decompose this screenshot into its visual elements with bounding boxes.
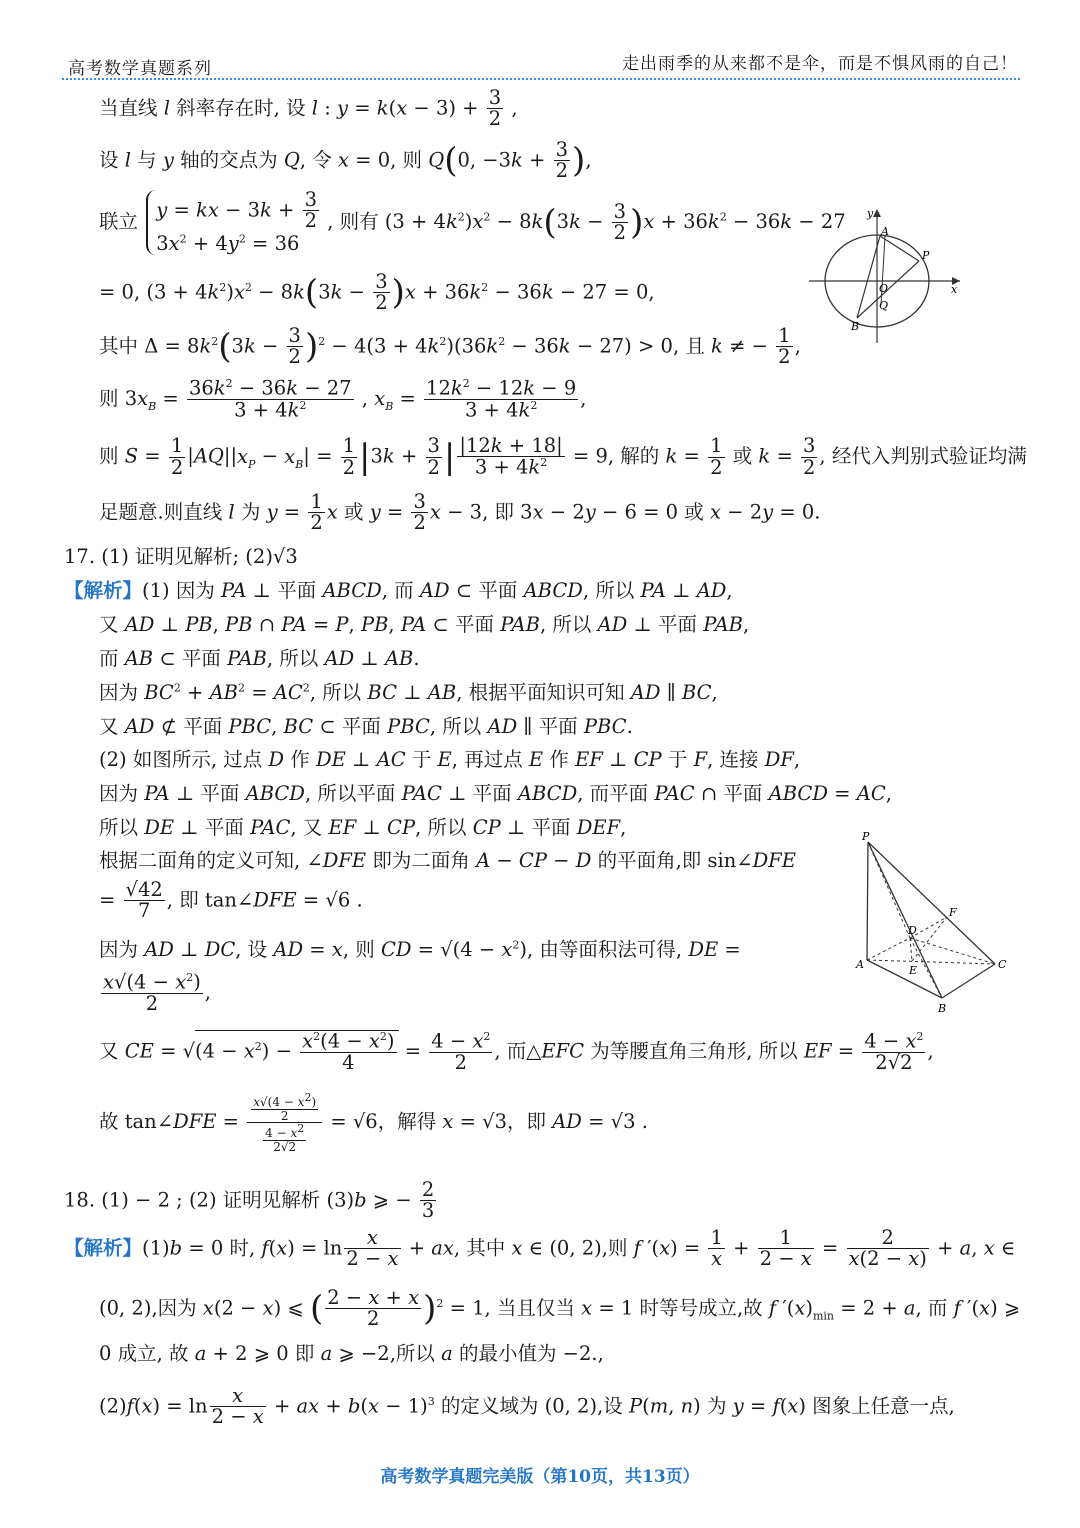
solution-line: = $\frac{√42}{7}$ , 即 tan∠DFE = √6 . xyxy=(99,878,363,923)
edge-pb xyxy=(868,842,942,998)
solution-line: (2)f(x) = ln $\frac{x}{2 - x}$ + ax + $b(x - 1)^3$ 的定义域为 (0, 2),设 P(m, n) 为 y = f(x) 图象上任意一点, xyxy=(99,1384,955,1429)
diagonal-ac xyxy=(867,960,995,964)
solution-line: $\frac{x√(4 - x^2)}{2}$ , xyxy=(103,970,211,1015)
fig1-label: x xyxy=(951,283,958,296)
solution-line: 则 $3x_B$ = $\frac{36k^2 - 36k - 27}{3 + 4k^2}$ , $x_B$ = $\frac{12k^2 - 12k - 9}{3 + 4k^2}$ , xyxy=(99,376,587,422)
equation-system: y = kx − 3k + $\frac{3}{2}$ $3x^2 + 4y^2 = 36$ xyxy=(146,190,321,255)
solution-line: 其中 $\Delta = 8k^2(3k$ − $\frac{3}{2}$ )$^2 - 4(3 + 4k^2)(36k^2 - 36k - 27) > 0$, 且 k ≠ − $\frac{1}{2}$ , xyxy=(99,324,801,369)
analysis-tag: 【解析】 xyxy=(64,579,143,602)
edge-pc xyxy=(868,842,995,964)
edge-bc xyxy=(942,964,995,998)
ellipse-figure xyxy=(805,205,965,345)
fig2-label: A xyxy=(856,958,864,971)
solution-line: 又 AD ⊥ PB, PB ∩ PA = P, PB, PA ⊂ 平面 PAB, 所以 AD ⊥ 平面 PAB, xyxy=(99,613,750,636)
header-divider xyxy=(62,78,1020,80)
solution-line: 故 tan∠DFE = $\frac{\frac{x√(4 - x^2)}{2}}{\frac{4 - x^2}{2√2}}$ = √6，解得 x = √3，即 AD = √3 . xyxy=(99,1091,648,1154)
fig2-label: F xyxy=(949,906,957,919)
solution-line: 又 AD ⊄ 平面 PBC, BC ⊂ 平面 PBC, 所以 AD ∥ 平面 PBC. xyxy=(99,715,633,738)
solution-line: 联立 y = kx − 3k + $\frac{3}{2}$ $3x^2 + 4y^2 = 36$ , 则有 $(3 + 4k^2)x^2 - 8k(3k$ − $\frac{3}{2}$ )$x + 36k^2 - 36k - 27$ xyxy=(99,188,846,255)
fig2-label: B xyxy=(938,1002,947,1015)
solution-line: (2) 如图所示, 过点 D 作 DE ⊥ AC 于 E, 再过点 E 作 EF ⊥ CP 于 F, 连接 DF, xyxy=(99,748,801,771)
solution-line: 当直线 l 斜率存在时, 设 l : y = k(x − 3) + $\frac{3}{2}$ , xyxy=(99,86,518,131)
fig1-label: A xyxy=(881,225,889,238)
solution-line: 又 CE = $√(4 - x^2)$ − $\frac{x^2(4 - x^2)}{4}$ = $\frac{4 - x^2}{2}$ , 而△EFC 为等腰直角三角形, 所以 EF = $\frac{4 - x^2}{2√2}$ , xyxy=(99,1029,934,1074)
answer-18: 18. (1) − 2 ; (2) 证明见解析 (3)b ⩾ − $\frac{2}{3}$ xyxy=(64,1178,435,1223)
solution-line: = 0, $(3 + 4k^2)x^2 - 8k(3k$ − $\frac{3}{2}$ )$x + 36k^2 - 36k - 27 = 0$, xyxy=(99,270,655,315)
solution-line: 则 S = $\frac{1}{2}$ $|AQ||x_P - x_B|$ = $\frac{1}{2}$ |3k + $\frac{3}{2}$ | $\frac{|12k + 18|}{3 + 4k^2}$ = 9, 解的 k = $\frac{1}{2}$ 或 k = $\frac{3}{2}$ , 经代入判别式验证均满 xyxy=(99,434,1027,479)
fig1-label: y xyxy=(867,207,874,220)
solution-line: 【解析】(1) 因为 PA ⊥ 平面 ABCD, 而 AD ⊂ 平面 ABCD, 所以 PA ⊥ AD, xyxy=(64,579,733,602)
solution-line: 因为 PA ⊥ 平面 ABCD, 所以平面 PAC ⊥ 平面 ABCD, 而平面 PAC ∩ 平面 ABCD = AC, xyxy=(99,782,892,805)
fig2-label: D xyxy=(908,924,917,937)
analysis-tag: 【解析】 xyxy=(64,1236,143,1260)
segment-ef xyxy=(912,917,947,961)
fig2-label: P xyxy=(862,830,870,843)
solution-line: 0 成立, 故 a + 2 ⩾ 0 即 a ⩾ −2,所以 a 的最小值为 −2., xyxy=(99,1342,604,1365)
fig1-label: B xyxy=(851,320,860,333)
y-axis-arrow xyxy=(873,209,881,217)
solution-line: 根据二面角的定义可知, ∠DFE 即为二面角 A − CP − D 的平面角,即 sin∠DFE xyxy=(99,849,797,872)
solution-line: 而 AB ⊂ 平面 PAB, 所以 AD ⊥ AB. xyxy=(99,647,420,670)
solution-line: 所以 DE ⊥ 平面 PAC, 又 EF ⊥ CP, 所以 CP ⊥ 平面 DEF, xyxy=(99,816,627,839)
fig2-label: E xyxy=(909,964,918,977)
edge-ad xyxy=(867,938,910,960)
solution-line: 足题意.则直线 l 为 y = $\frac{1}{2}$ x 或 y = $\frac{3}{2}$ x − 3, 即 3x − 2y − 6 = 0 或 x − 2y = 0. xyxy=(99,490,821,535)
answer-17: 17. (1) 证明见解析; (2)√3 xyxy=(64,545,298,568)
pyramid-figure xyxy=(852,828,1012,1018)
fig2-label: C xyxy=(998,958,1007,971)
edge-ab xyxy=(867,960,942,998)
math-fraction: $\frac{3}{2}$ xyxy=(488,86,502,131)
segment-de xyxy=(910,938,912,961)
fig1-label: P xyxy=(922,249,930,262)
fig1-label: O xyxy=(879,282,889,295)
header-motto: 走出雨季的从来都不是伞，而是不惧风雨的自己！ xyxy=(622,54,1018,74)
header-series-title: 高考数学真题系列 xyxy=(68,59,212,79)
edge-pa xyxy=(867,842,868,960)
solution-line: 因为 AD ⊥ DC, 设 AD = x, 则 CD = $√(4 - x^2)$, 由等面积法可得, DE = xyxy=(99,938,741,961)
solution-line: 【解析】(1)b = 0 时, f(x) = ln $\frac{x}{2 - x}$ + ax, 其中 x ∈ (0, 2),则 f ′(x) = $\frac{1}{x}$ + $\frac{1}{2 - x}$ = $\frac{2}{x(2 - x)}$ + a, x ∈ xyxy=(64,1226,1016,1271)
page-footer: 高考数学真题完美版（第10页，共13页） xyxy=(380,1467,700,1487)
solution-line: 设 l 与 y 轴的交点为 Q, 令 x = 0, 则 Q(0, −3k + $\frac{3}{2}$ ), xyxy=(99,138,592,183)
solution-line: 因为 $BC^2 + AB^2 = AC^2$, 所以 BC ⊥ AB, 根据平面知识可知 AD ∥ BC, xyxy=(99,681,718,704)
solution-line: (0, 2),因为 x(2 − x) ⩽ ( $\frac{2 - x + x}{2}$ )$^2$ = 1, 当且仅当 x = 1 时等号成立,故 f $'(x)_{min} = 2 + a$, 而 f ′(x) ⩾ xyxy=(99,1286,1021,1331)
fig1-label: Q xyxy=(879,299,889,312)
